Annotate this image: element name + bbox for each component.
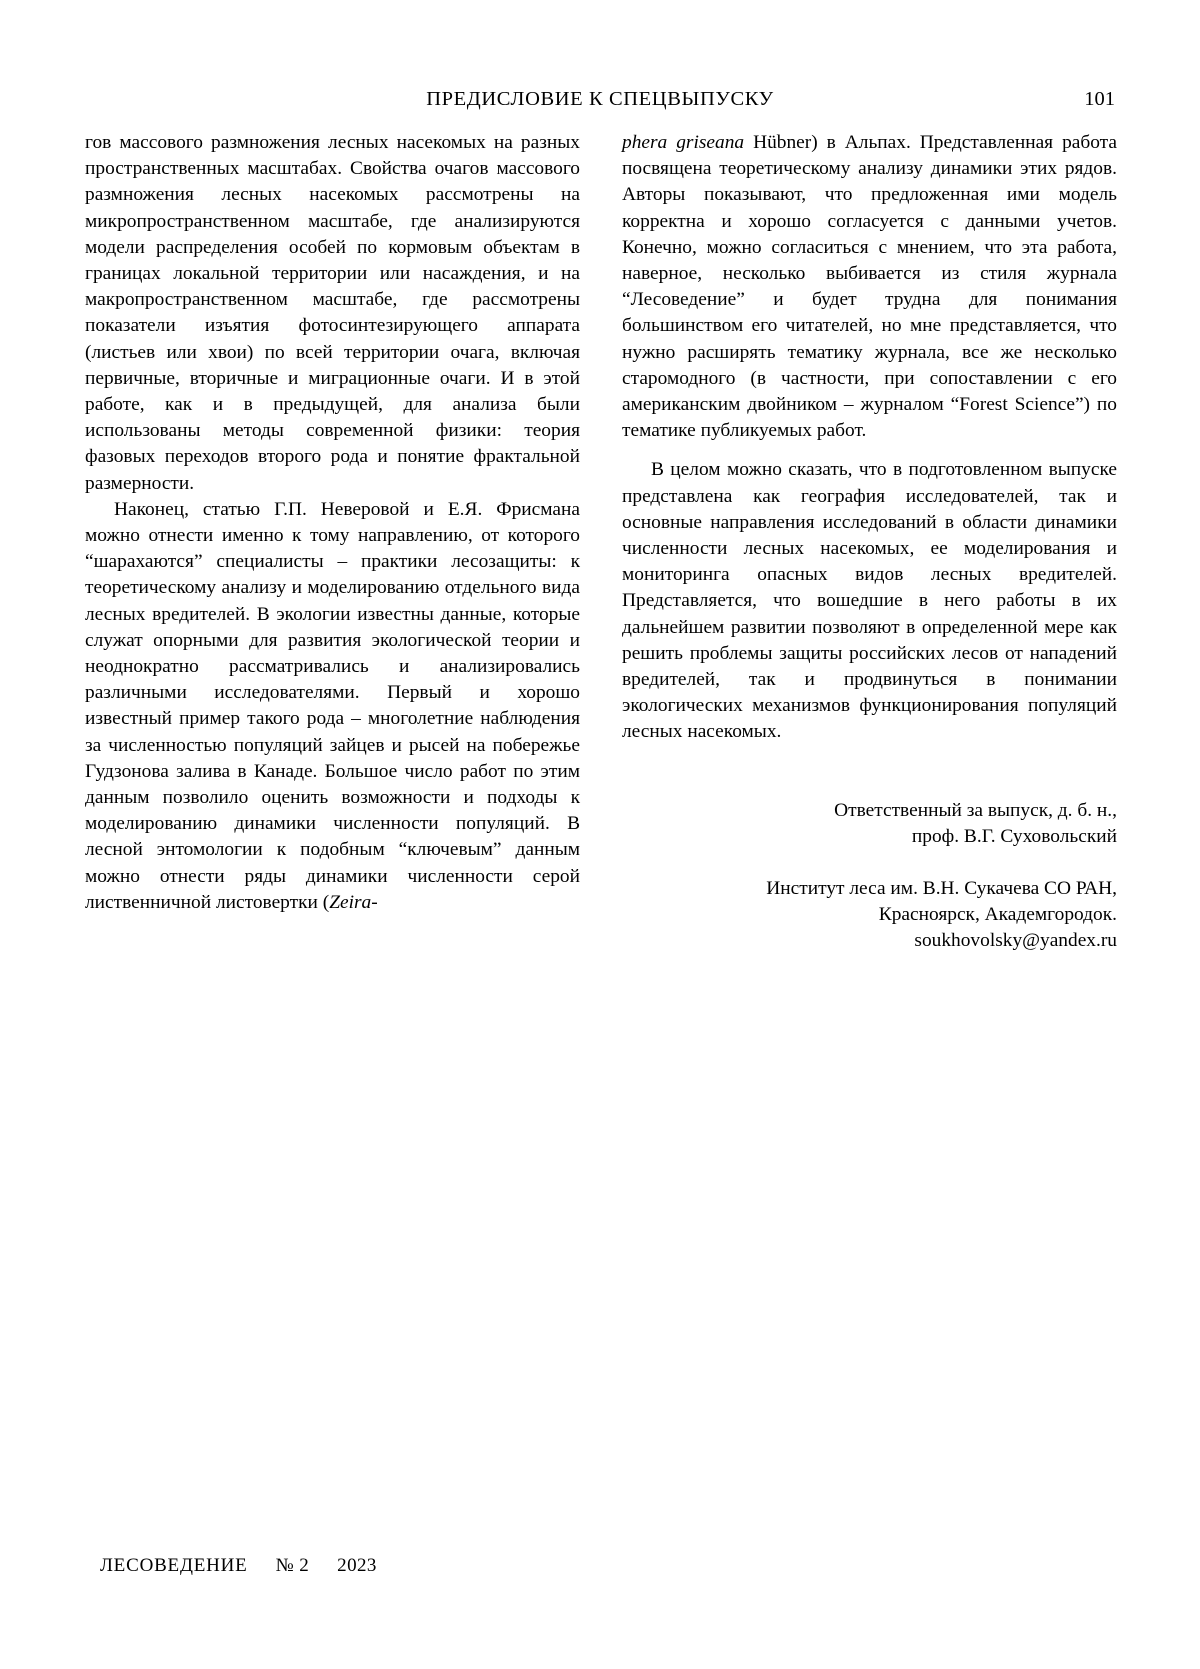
affiliation-email: soukhovolsky@yandex.ru: [914, 930, 1117, 952]
footer-issue: № 2: [275, 1555, 310, 1576]
page-number: 101: [1084, 88, 1115, 110]
species-name-italic-continued: phera griseana: [622, 132, 745, 153]
paragraph-zeiraphera: [622, 130, 1117, 444]
affiliation-institute: Институт леса им. В.Н. Сукачева СО РАН,: [766, 878, 1117, 900]
signature-name: проф. В.Г. Суховольский: [911, 825, 1117, 847]
species-name-italic: Zeira-: [329, 891, 378, 913]
paragraph-neverova-frisman: [85, 497, 580, 916]
paragraph-text: Наконец, статью Г.П. Неверовой и Е.Я. Фрисмана можно отнести именно к тому направлению, от которого “шарахаются” специалисты – практики лесозащиты: к теоретическому анализу и моделированию отдельного вида лесных вредителей. В экологии известны данные, которые служат опорными для развития экологической теории и неоднократно рассматривались и анализировались различными исследователями. Первый и хорошо известный пример такого рода – многолетние наблюдения за численностью популяций зайцев и рысей на побережье Гудзонова залива в Канаде. Большое число работ по этим данным позволило оценить возможности и подходы к моделированию динамики численности популяций. В лесной энтомологии к подобным “ключевым” данным можно отнести ряды динамики численности серой лиственничной листовертки (: [85, 498, 580, 913]
paragraph-conclusion: В целом можно сказать, что в подготовленном выпуске представлена как география исследователей, так и основные направления исследований в области динамики численности лесных насекомых, ее моделирования и мониторинга опасных видов лесных вредителей. Представляется, что вошедшие в него работы в их дальнейшем развитии позволяют в определенной мере как решить проблемы защиты российских лесов от нападений вредителей, так и продвинуться в понимании экологических механизмов функционирования популяций лесных насекомых.: [622, 459, 1117, 743]
paragraph-continued: гов массового размножения лесных насекомых на разных пространственных масштабах. Свойства очагов массового размножения лесных насекомых рассмотрены на микропространственном масштабе, где анализируются модели распределения особей по кормовым объектам в границах локальной территории или насаждения, и на макропространственном масштабе, где рассмотрены показатели изъятия фотосинтезирующего аппарата (листьев или хвои) по всей территории очага, включая первичные, вторичные и миграционные очаги. И в этой работе, как и в предыдущей, для анализа были использованы методы современной физики: теория фазовых переходов второго рода и понятие фрактальной размерности.: [85, 132, 580, 494]
signature-role: Ответственный за выпуск, д. б. н.,: [834, 799, 1117, 821]
affiliation-block: [622, 876, 1117, 955]
paragraph-text: Hübner) в Альпах. Представленная работа посвящена теоретическому анализу динамики этих рядов. Авторы показывают, что предложенная ими модель корректна и хорошо согласуется с данными учетов. Конечно, можно согласиться с мнением, что эта работа, наверное, несколько выбивается из стиля журнала “Лесоведение” и будет трудна для понимания большинством его читателей, но мне представляется, что нужно расширять тематику журнала, все же несколько старомодного (в частности, при сопоставлении с его американским двойником – журналом “Forest Science”) по тематике публикуемых работ.: [622, 132, 1117, 442]
right-column: [622, 130, 1117, 955]
left-column: [85, 130, 580, 955]
footer-year: 2023: [337, 1555, 377, 1576]
running-head: [85, 88, 1115, 111]
two-column-body: [85, 130, 1117, 955]
running-head-title: ПРЕДИСЛОВИЕ К СПЕЦВЫПУСКУ: [426, 88, 774, 110]
signature-block: [622, 798, 1117, 850]
footer-journal-name: ЛЕСОВЕДЕНИЕ: [100, 1555, 248, 1576]
page-footer: [100, 1555, 377, 1577]
affiliation-city: Красноярск, Академгородок.: [878, 904, 1117, 926]
